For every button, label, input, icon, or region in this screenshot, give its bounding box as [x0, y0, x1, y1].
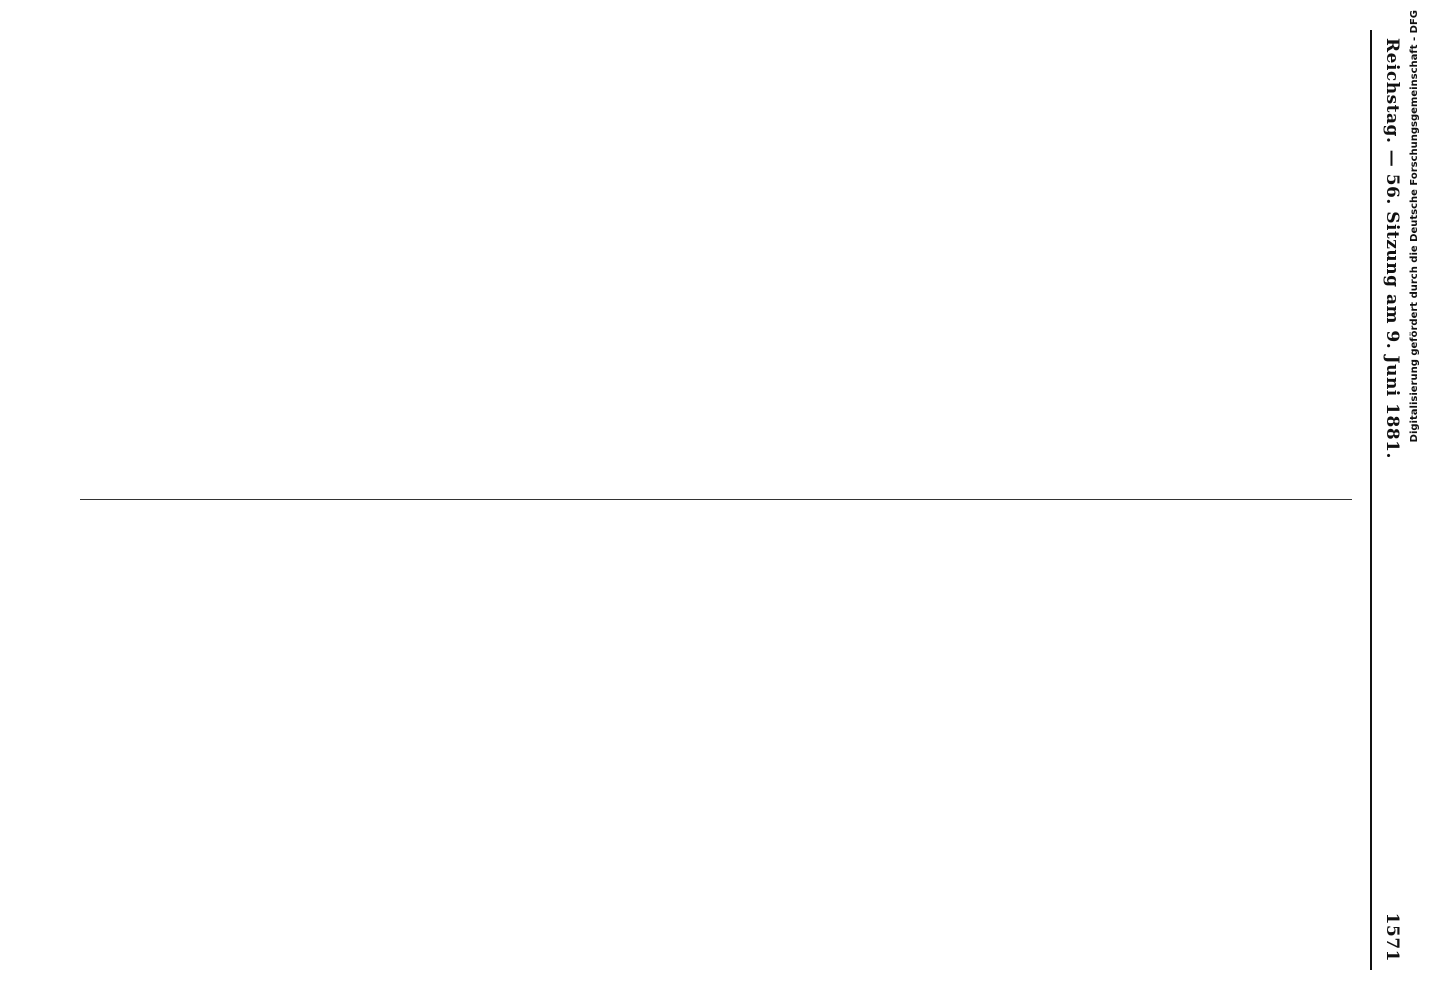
column-divider: [80, 499, 1352, 500]
paragraph: [1333, 520, 1352, 960]
paragraph: [1200, 40, 1219, 480]
paragraph: [1300, 40, 1319, 480]
credit-text: Digitalisierung gefördert durch die Deutsche Forschungsgemeinschaft - DFG: [1409, 10, 1420, 443]
document-page: [60, 30, 1412, 970]
digitization-credit: [1408, 10, 1426, 990]
paragraph: [1266, 40, 1285, 480]
paragraph: [1167, 40, 1186, 480]
paragraph: [1167, 520, 1186, 960]
paragraph: [1233, 520, 1252, 960]
header-title: Reichstag. — 56. Sitzung am 9. Juni 1881.: [1382, 38, 1402, 459]
paragraph: [1300, 520, 1319, 960]
paragraph: [1333, 40, 1352, 480]
right-column: [80, 520, 1352, 960]
paragraph: [1200, 520, 1219, 960]
paragraph: [1266, 520, 1285, 960]
page-number: 1571: [1382, 912, 1402, 962]
left-column: [80, 40, 1352, 480]
paragraph: [1233, 40, 1252, 480]
running-header: [1370, 30, 1402, 970]
